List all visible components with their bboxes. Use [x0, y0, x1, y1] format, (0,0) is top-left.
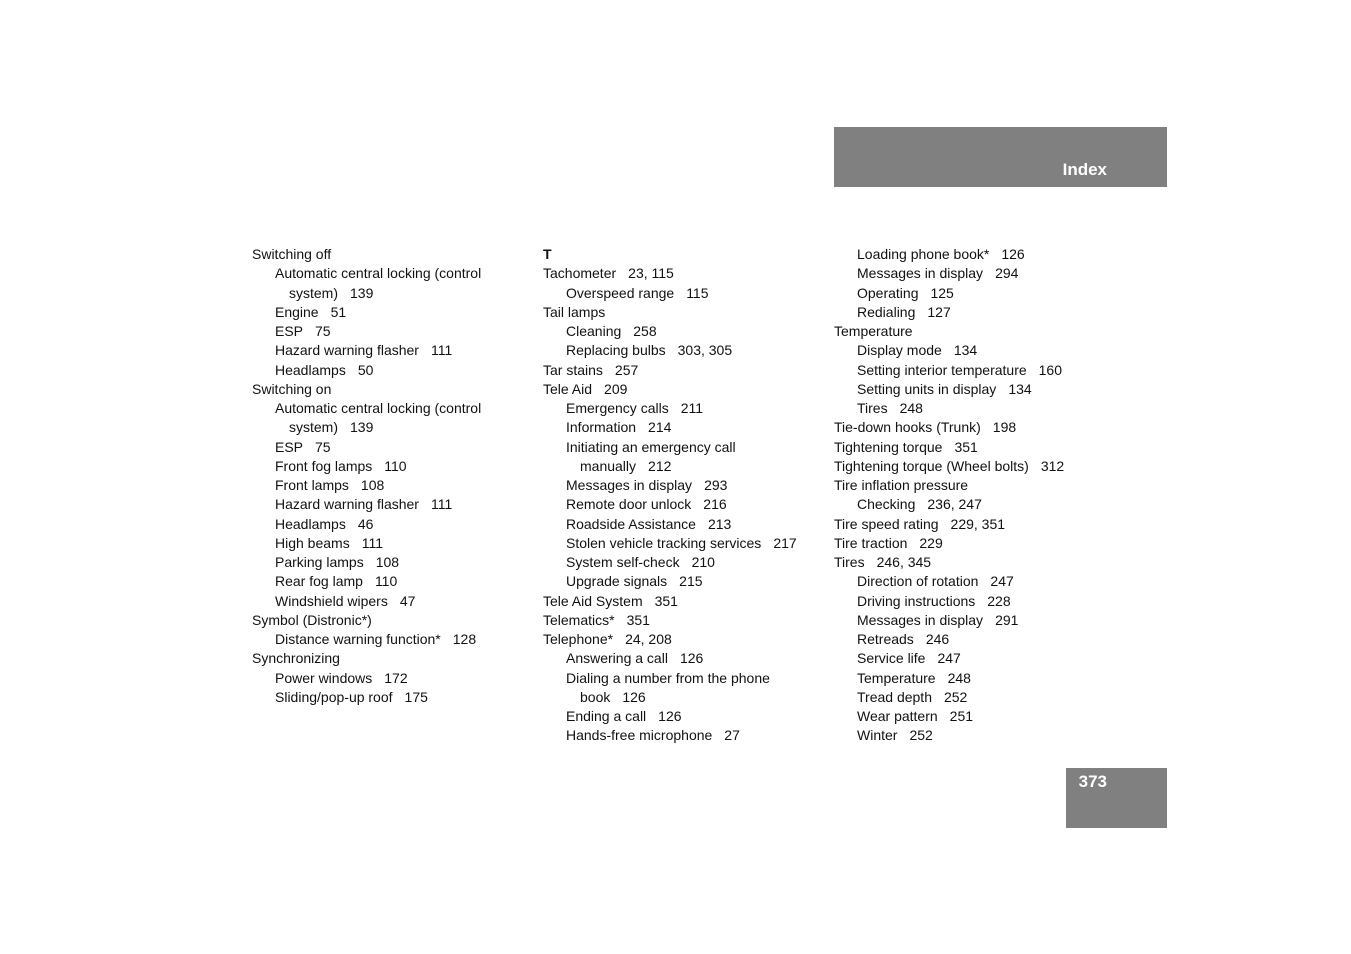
index-entry	[252, 495, 532, 514]
index-page-ref[interactable]: 172	[384, 669, 408, 686]
index-term: Service life	[857, 650, 926, 667]
index-page-ref[interactable]: 139	[350, 419, 374, 436]
index-page-ref[interactable]: 210	[691, 554, 715, 570]
index-page-ref[interactable]: 258	[633, 323, 657, 339]
index-page-ref[interactable]: 246, 345	[876, 554, 932, 570]
index-page-ref[interactable]: 24, 208	[625, 631, 672, 647]
index-page-ref[interactable]: 217	[773, 534, 797, 551]
index-term: Tightening torque	[834, 438, 943, 455]
index-page-ref[interactable]: 23, 115	[628, 265, 674, 282]
index-page-ref[interactable]: 212	[648, 457, 672, 474]
index-entry	[834, 399, 1114, 418]
index-term: Rear fog lamp	[275, 573, 363, 590]
index-page-ref[interactable]: 160	[1038, 361, 1062, 378]
index-term: Power windows	[275, 669, 373, 686]
index-entry	[252, 476, 532, 495]
index-term: Emergency calls	[566, 400, 669, 416]
index-entry	[252, 418, 532, 437]
index-page-ref[interactable]: 248	[899, 400, 923, 416]
index-term: Operating	[857, 284, 919, 301]
index-entry	[834, 341, 1114, 360]
index-entry	[543, 611, 823, 630]
index-page-ref[interactable]: 115	[686, 284, 709, 301]
index-entry	[543, 495, 823, 514]
index-term: Tire inflation pressure	[834, 477, 969, 493]
index-page-ref[interactable]: 257	[614, 361, 639, 378]
index-term: Setting interior temperature	[857, 361, 1027, 378]
index-term: Tire speed rating	[834, 515, 939, 532]
index-entry	[834, 245, 1114, 264]
index-term: Tread depth	[857, 688, 932, 705]
index-entry	[834, 669, 1114, 688]
page-number-box	[1066, 768, 1167, 828]
index-page-ref[interactable]: 134	[1008, 380, 1032, 397]
index-term: Tail lamps	[543, 303, 606, 320]
index-page-ref[interactable]: 247	[937, 650, 961, 667]
index-term: Wear pattern	[857, 708, 938, 724]
index-page-ref[interactable]: 46	[357, 515, 374, 532]
index-term: system)	[289, 284, 338, 301]
index-term: Hazard warning flasher	[275, 342, 419, 359]
index-term: Ending a call	[566, 708, 647, 724]
index-entry	[834, 592, 1114, 611]
index-term: Messages in display	[566, 477, 693, 493]
index-term: Hazard warning flasher	[275, 496, 419, 513]
index-entry	[834, 380, 1114, 399]
index-entry	[834, 515, 1114, 534]
index-page-ref[interactable]: 351	[654, 592, 678, 609]
index-term: Switching on	[252, 380, 332, 397]
index-page-ref[interactable]: 126	[622, 688, 646, 705]
index-term: Overspeed range	[566, 284, 675, 301]
index-term: Front lamps	[275, 477, 349, 493]
index-page-ref[interactable]: 312	[1040, 457, 1065, 474]
index-entry	[543, 457, 823, 476]
index-entry	[834, 322, 1114, 341]
index-page-ref[interactable]: 175	[404, 688, 428, 705]
index-entry	[252, 515, 532, 534]
index-term: Tar stains	[543, 361, 603, 378]
index-entry	[252, 245, 532, 264]
index-page-ref[interactable]: 252	[943, 688, 968, 705]
index-term: Setting units in display	[857, 380, 997, 397]
page-number: 373	[1078, 772, 1107, 791]
index-page-ref[interactable]: 211	[680, 400, 704, 416]
index-entry	[543, 515, 823, 534]
index-entry	[834, 688, 1114, 707]
index-term: Engine	[275, 303, 319, 320]
index-term: Direction of rotation	[857, 573, 979, 590]
index-entry	[834, 707, 1114, 726]
index-entry	[252, 284, 532, 303]
index-entry	[252, 322, 532, 341]
index-page-ref[interactable]: 111	[430, 342, 453, 359]
index-entry	[543, 707, 823, 726]
index-entry	[252, 303, 532, 322]
index-page-ref[interactable]: 51	[330, 303, 347, 320]
index-page-ref[interactable]: 111	[361, 534, 383, 551]
index-entry	[252, 630, 532, 649]
index-page-ref[interactable]: 248	[947, 669, 971, 686]
index-entry	[543, 399, 823, 418]
index-entry	[834, 630, 1114, 649]
index-page-ref[interactable]: 294	[995, 265, 1019, 282]
index-entry	[252, 438, 532, 457]
index-page-ref[interactable]: 126	[679, 650, 704, 667]
index-page-ref[interactable]: 216	[703, 496, 727, 513]
index-page-ref[interactable]: 198	[992, 419, 1017, 436]
index-page-ref[interactable]: 228	[987, 592, 1011, 609]
index-term: Driving instructions	[857, 592, 976, 609]
index-term: Stolen vehicle tracking services	[566, 534, 762, 551]
index-entry	[834, 572, 1114, 591]
index-term: system)	[289, 419, 338, 436]
index-term: Information	[566, 419, 637, 436]
index-entry	[543, 418, 823, 437]
index-entry	[543, 361, 823, 380]
index-page-ref[interactable]: 214	[648, 419, 672, 436]
index-page-ref[interactable]: 111	[430, 496, 453, 513]
index-term: Headlamps	[275, 361, 346, 378]
index-term: Distance warning function*	[275, 631, 441, 647]
index-entry	[834, 476, 1114, 495]
index-page-ref[interactable]: 108	[375, 554, 400, 570]
index-entry	[543, 380, 823, 399]
index-entry	[252, 669, 532, 688]
index-term: Display mode	[857, 342, 942, 359]
index-term: Messages in display	[857, 265, 984, 282]
index-entry	[543, 649, 823, 668]
index-entry	[252, 264, 532, 283]
index-term: Hands-free microphone	[566, 727, 713, 744]
index-term: T	[543, 246, 552, 262]
index-term: Winter	[857, 727, 898, 744]
index-column-3	[834, 245, 1114, 746]
index-page-ref[interactable]: 75	[315, 438, 331, 455]
index-entry	[543, 534, 823, 553]
index-term: Loading phone book*	[857, 246, 990, 262]
index-entry	[543, 341, 823, 360]
index-page-ref[interactable]: 213	[707, 515, 732, 532]
index-term: Sliding/pop-up roof	[275, 688, 393, 705]
index-entry	[834, 495, 1114, 514]
index-page-ref[interactable]: 134	[953, 342, 978, 359]
index-entry	[834, 534, 1114, 553]
index-term: Cleaning	[566, 323, 622, 339]
index-page-ref[interactable]: 351	[626, 611, 650, 628]
index-term: Automatic central locking (control	[275, 265, 482, 282]
index-entry	[252, 553, 532, 572]
index-entry	[543, 438, 823, 457]
index-term: Tires	[857, 400, 888, 416]
index-entry	[252, 361, 532, 380]
index-entry	[543, 303, 823, 322]
index-term: Tele Aid System	[543, 592, 643, 609]
index-page-ref[interactable]: 251	[949, 708, 974, 724]
index-entry	[252, 592, 532, 611]
index-page-ref[interactable]: 110	[374, 573, 398, 590]
index-entry	[543, 476, 823, 495]
index-entry	[252, 649, 532, 668]
index-entry	[252, 380, 532, 399]
index-page-ref[interactable]: 126	[1001, 246, 1025, 262]
index-term: Tire traction	[834, 534, 908, 551]
index-entry	[834, 649, 1114, 668]
index-term: Roadside Assistance	[566, 515, 696, 532]
index-term: Windshield wipers	[275, 592, 388, 609]
index-entry	[834, 457, 1114, 476]
index-term: Replacing bulbs	[566, 342, 666, 359]
index-term: Parking lamps	[275, 554, 364, 570]
index-page-ref[interactable]: 229	[919, 534, 943, 551]
index-term: Tightening torque (Wheel bolts)	[834, 457, 1029, 474]
index-term: Tele Aid	[543, 380, 593, 397]
index-page-ref[interactable]: 209	[604, 380, 628, 397]
index-term: Switching off	[252, 246, 332, 262]
index-entry	[543, 322, 823, 341]
index-page-ref[interactable]: 127	[927, 303, 951, 320]
index-page-ref[interactable]: 247	[990, 573, 1014, 590]
index-entry	[543, 688, 823, 707]
index-entry	[543, 284, 823, 303]
index-term: Dialing a number from the phone	[566, 669, 770, 686]
index-term: High beams	[275, 534, 350, 551]
index-page-ref[interactable]: 125	[930, 284, 954, 301]
index-term: Answering a call	[566, 650, 668, 667]
index-term: Telematics*	[543, 611, 615, 628]
index-page-ref[interactable]: 293	[704, 477, 728, 493]
index-page-ref[interactable]: 108	[360, 477, 385, 493]
index-page-ref[interactable]: 75	[315, 323, 331, 339]
index-page-ref[interactable]: 47	[399, 592, 416, 609]
index-page-ref[interactable]: 252	[909, 727, 933, 744]
index-term: Temperature	[834, 323, 913, 339]
index-page-ref[interactable]: 351	[954, 438, 978, 455]
index-entry	[834, 553, 1114, 572]
index-term: Temperature	[857, 669, 936, 686]
index-column-2	[543, 245, 823, 746]
index-page-ref[interactable]: 246	[925, 631, 950, 647]
index-term: Redialing	[857, 303, 916, 320]
index-term: Upgrade signals	[566, 573, 668, 590]
index-entry	[252, 572, 532, 591]
index-entry	[834, 361, 1114, 380]
index-entry	[834, 418, 1114, 437]
index-entry	[252, 341, 532, 360]
index-page-ref[interactable]: 27	[724, 727, 740, 744]
index-entry	[834, 303, 1114, 322]
index-page-ref[interactable]: 303, 305	[677, 342, 733, 359]
index-column-1	[252, 245, 532, 707]
index-entry	[543, 572, 823, 591]
index-term: ESP	[275, 323, 304, 339]
index-header-bar	[834, 127, 1167, 187]
index-page-ref[interactable]: 139	[350, 284, 374, 301]
index-term: Messages in display	[857, 611, 984, 628]
index-entry	[543, 669, 823, 688]
index-page-ref[interactable]: 50	[357, 361, 374, 378]
index-page-ref[interactable]: 229, 351	[950, 515, 1006, 532]
index-term: System self-check	[566, 554, 680, 570]
index-term: Tires	[834, 554, 865, 570]
index-term: Headlamps	[275, 515, 346, 532]
index-entry	[252, 534, 532, 553]
header-title: Index	[1062, 160, 1107, 179]
index-entry	[834, 611, 1114, 630]
index-term: Synchronizing	[252, 650, 340, 667]
index-entry	[543, 630, 823, 649]
index-term: Symbol (Distronic*)	[252, 611, 372, 628]
index-term: ESP	[275, 438, 304, 455]
index-page-ref[interactable]: 215	[679, 573, 703, 590]
index-entry	[543, 264, 823, 283]
index-entry	[252, 611, 532, 630]
index-term: Telephone*	[543, 631, 614, 647]
index-section-letter	[543, 245, 823, 264]
index-term: book	[580, 688, 611, 705]
index-entry	[834, 438, 1114, 457]
index-entry	[252, 399, 532, 418]
index-term: Tie-down hooks (Trunk)	[834, 419, 981, 436]
index-entry	[543, 726, 823, 745]
index-entry	[834, 726, 1114, 745]
index-page-ref[interactable]: 291	[995, 611, 1019, 628]
index-term: Retreads	[857, 631, 914, 647]
index-term: Checking	[857, 496, 916, 513]
index-entry	[252, 688, 532, 707]
index-term: Front fog lamps	[275, 457, 373, 474]
index-term: Tachometer	[543, 265, 617, 282]
index-term: Automatic central locking (control	[275, 400, 482, 416]
index-page-ref[interactable]: 236, 247	[927, 496, 982, 513]
index-term: Initiating an emergency call	[566, 438, 736, 455]
index-term: manually	[580, 457, 637, 474]
index-page-ref[interactable]: 128	[452, 631, 477, 647]
index-entry	[834, 284, 1114, 303]
index-entry	[834, 264, 1114, 283]
index-page-ref[interactable]: 110	[384, 457, 407, 474]
index-entry	[543, 592, 823, 611]
index-entry	[543, 553, 823, 572]
index-page-ref[interactable]: 126	[658, 708, 682, 724]
index-term: Remote door unlock	[566, 496, 692, 513]
index-entry	[252, 457, 532, 476]
